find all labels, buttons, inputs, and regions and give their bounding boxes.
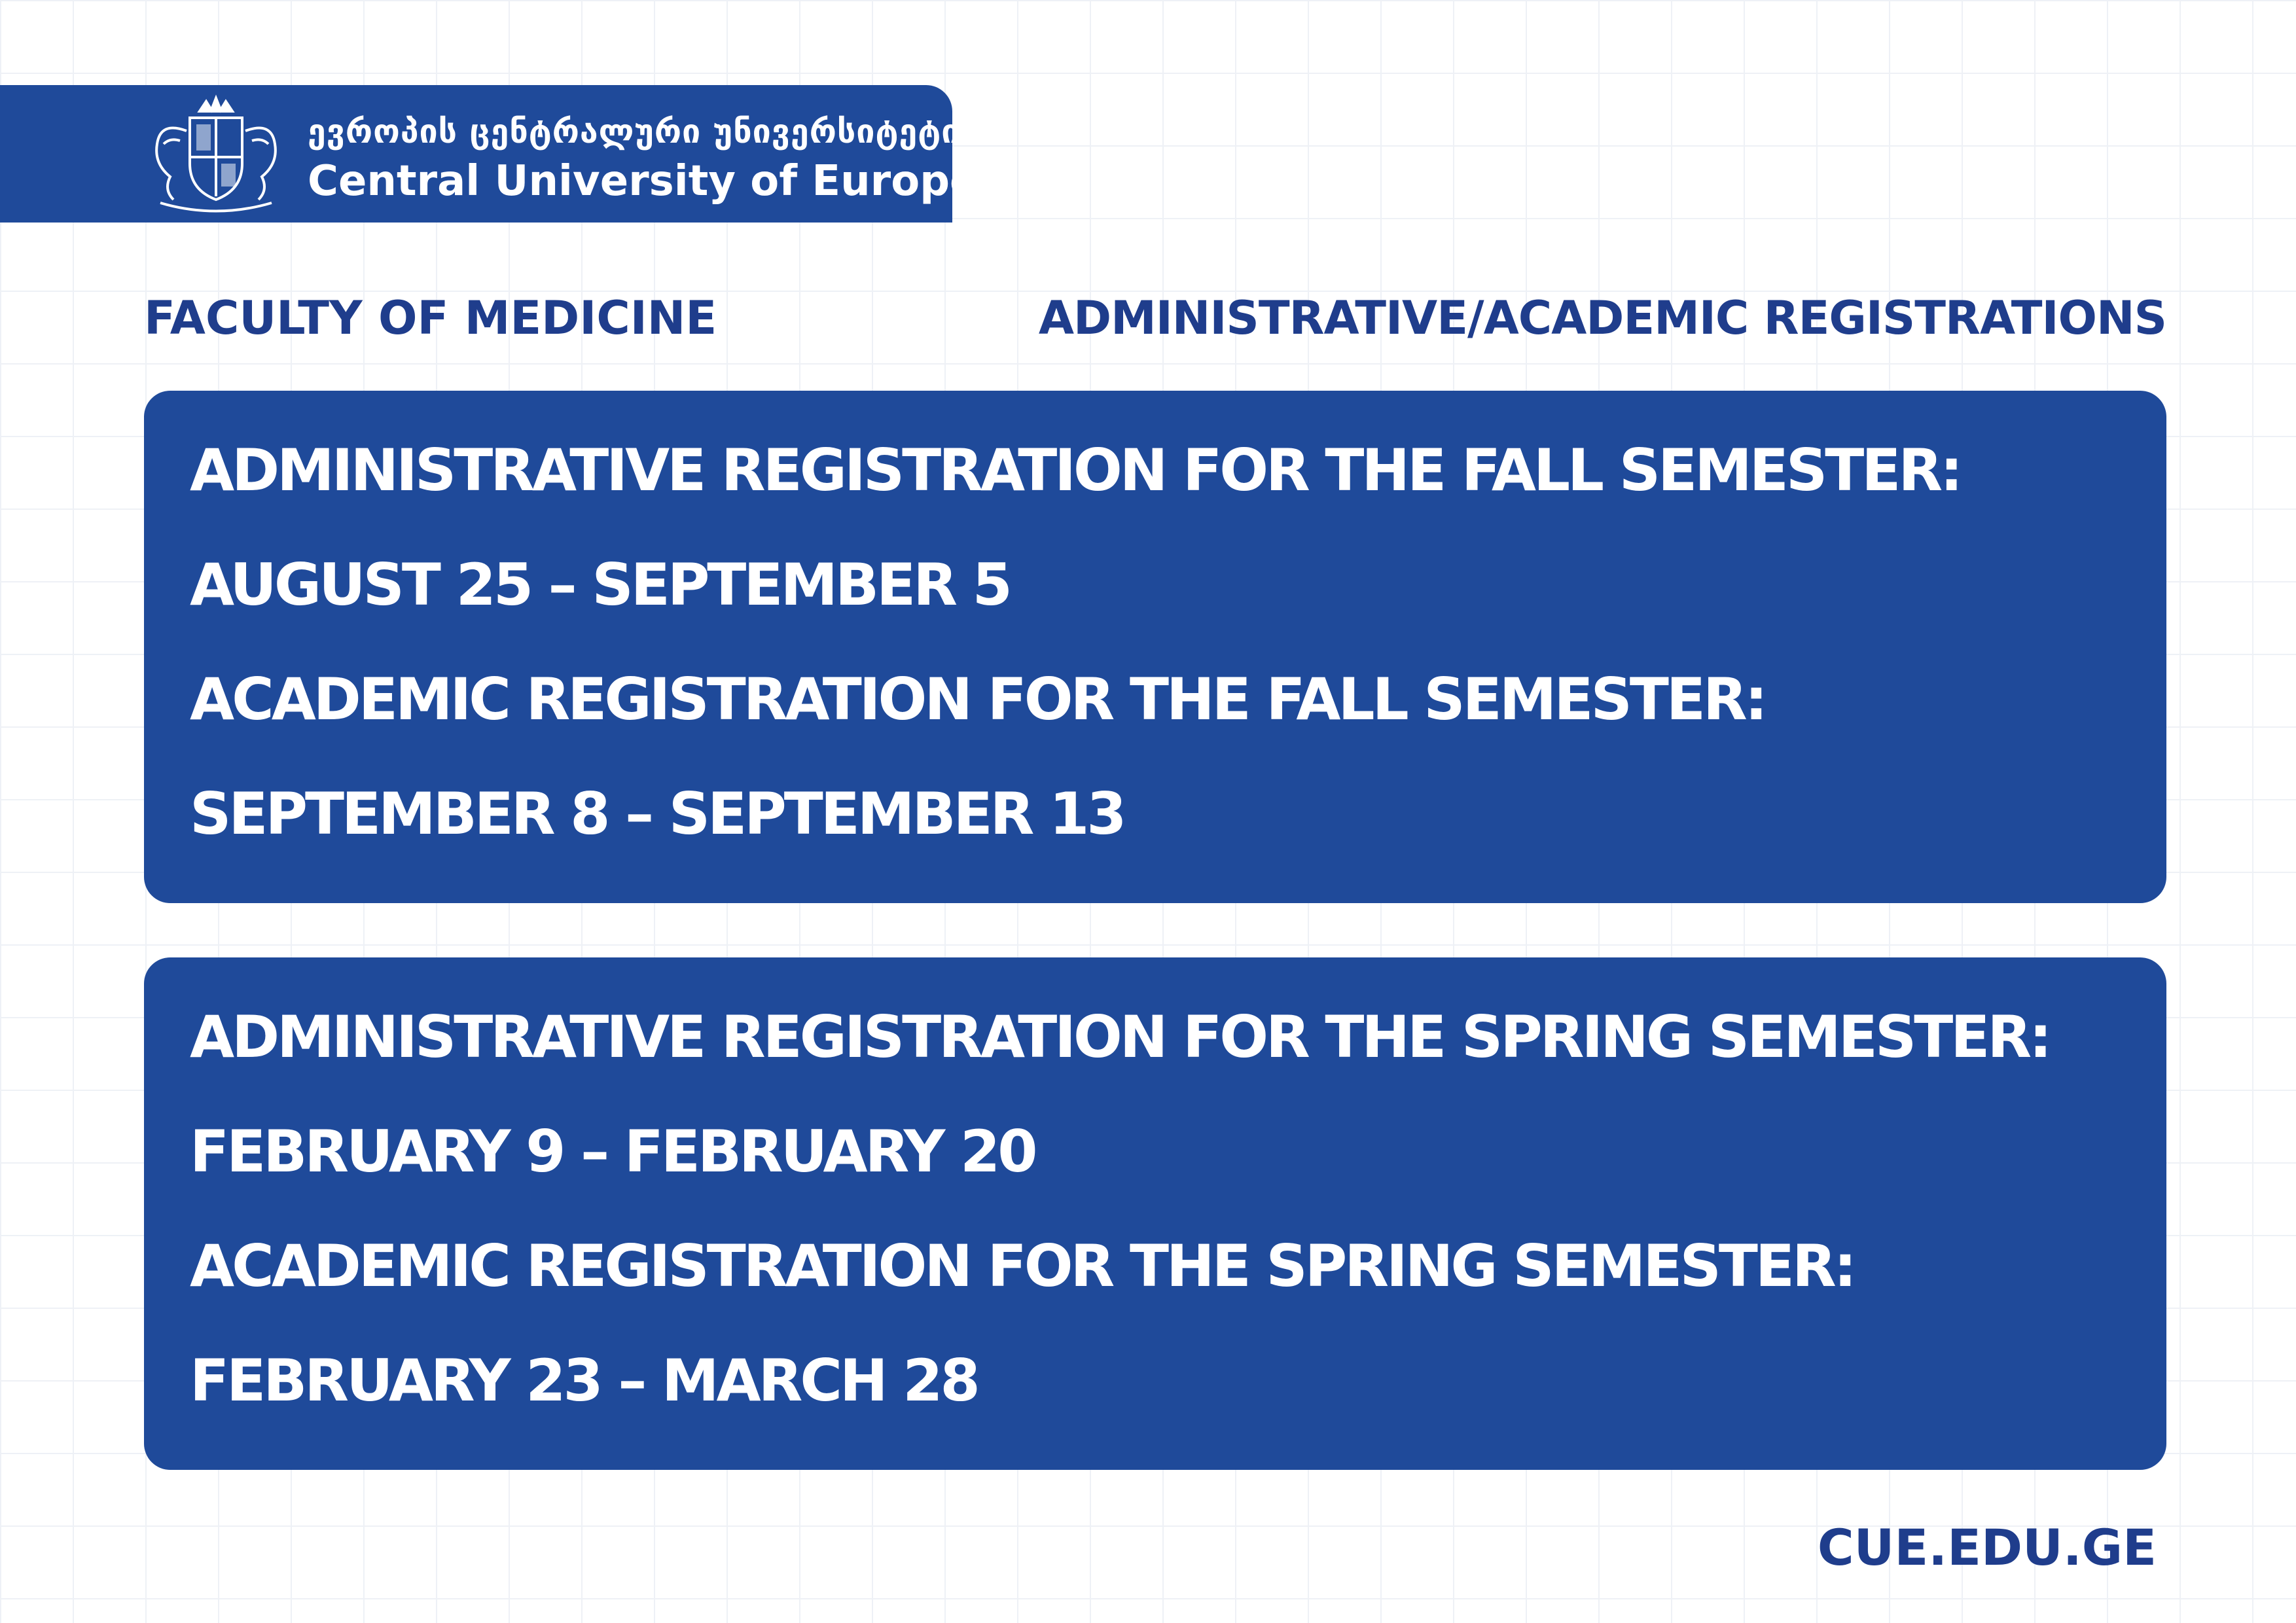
website-link[interactable]: CUE.EDU.GE: [1817, 1518, 2157, 1577]
fall-academic-label: ACADEMIC REGISTRATION FOR THE FALL SEMESTER:: [190, 666, 1765, 733]
university-name-english: Central University of Europe: [308, 157, 978, 205]
crest-icon: [134, 92, 298, 216]
faculty-label: FACULTY OF MEDICINE: [144, 291, 717, 345]
spring-academic-dates: FEBRUARY 23 – MARCH 28: [190, 1347, 978, 1414]
fall-admin-dates: AUGUST 25 – SEPTEMBER 5: [190, 551, 1010, 618]
fall-admin-label: ADMINISTRATIVE REGISTRATION FOR THE FALL SEMESTER:: [190, 437, 1961, 504]
fall-academic-dates: SEPTEMBER 8 – SEPTEMBER 13: [190, 780, 1124, 847]
university-name-georgian: ევროპის ცენტრალური უნივერსიტეტი: [308, 113, 961, 151]
document-title: ADMINISTRATIVE/ACADEMIC REGISTRATIONS: [1038, 291, 2166, 345]
spring-admin-label: ADMINISTRATIVE REGISTRATION FOR THE SPRING SEMESTER:: [190, 1003, 2050, 1071]
spring-admin-dates: FEBRUARY 9 – FEBRUARY 20: [190, 1118, 1035, 1185]
spring-academic-label: ACADEMIC REGISTRATION FOR THE SPRING SEMESTER:: [190, 1232, 1854, 1300]
spring-semester-panel: [144, 957, 2166, 1470]
fall-semester-panel: [144, 391, 2166, 903]
header-band: [0, 85, 978, 223]
